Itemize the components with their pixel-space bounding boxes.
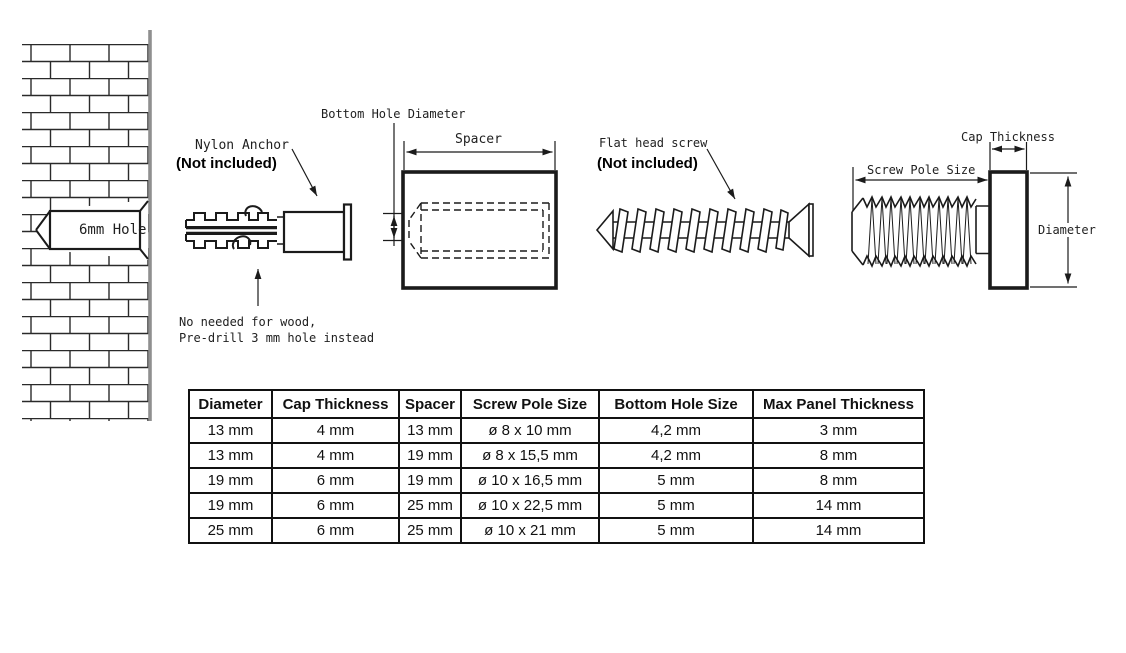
spec-cell: 6 mm: [272, 468, 399, 493]
spec-cell: 4 mm: [272, 418, 399, 443]
col-header-cap-thickness: Cap Thickness: [272, 390, 399, 418]
spec-cell: 5 mm: [599, 518, 753, 543]
spec-cell: ø 10 x 16,5 mm: [461, 468, 599, 493]
cap-thickness-label: Cap Thickness: [961, 130, 1055, 144]
spacer-body: [403, 172, 556, 288]
spec-cell: 25 mm: [399, 518, 461, 543]
screw-threads: [614, 209, 788, 252]
screw-head: [789, 204, 809, 256]
col-header-bottom-hole-size: Bottom Hole Size: [599, 390, 753, 418]
table-row: [189, 443, 924, 468]
anchor-wing-top: [245, 206, 262, 216]
spec-cell: ø 8 x 15,5 mm: [461, 443, 599, 468]
spec-cell: ø 10 x 22,5 mm: [461, 493, 599, 518]
spec-table-header-row: [189, 390, 924, 418]
spec-cell: 6 mm: [272, 493, 399, 518]
flat-head-screw-label: Flat head screw: [599, 136, 708, 150]
spec-cell: ø 10 x 21 mm: [461, 518, 599, 543]
pole-cap: [990, 172, 1027, 288]
spec-cell: 25 mm: [399, 493, 461, 518]
spec-cell: ø 8 x 10 mm: [461, 418, 599, 443]
spec-cell: 25 mm: [189, 518, 272, 543]
table-row: [189, 493, 924, 518]
nylon-anchor-label: Nylon Anchor: [195, 138, 289, 153]
anchor-leader-arrow: [292, 149, 317, 196]
screw-leader-arrow: [707, 149, 735, 199]
spec-cell: 13 mm: [189, 418, 272, 443]
spec-cell: 19 mm: [189, 493, 272, 518]
spec-cell: 4 mm: [272, 443, 399, 468]
anchor-note-line2: Pre-drill 3 mm hole instead: [179, 331, 375, 345]
spec-cell: 19 mm: [399, 443, 461, 468]
spec-cell: 6 mm: [272, 518, 399, 543]
spec-cell: 4,2 mm: [599, 418, 753, 443]
table-row: [189, 518, 924, 543]
anchor-not-included-label: (Not included): [176, 155, 277, 172]
anchor-note-line1: No needed for wood,: [179, 315, 317, 329]
col-header-diameter: Diameter: [189, 390, 272, 418]
spec-cell: 14 mm: [753, 493, 924, 518]
bottom-hole-diameter-label: Bottom Hole Diameter: [321, 107, 466, 121]
wall-hole-label: 6mm Hole: [79, 222, 147, 238]
spec-table: [188, 389, 925, 544]
screw-pole-size-label: Screw Pole Size: [867, 163, 976, 177]
col-header-screw-pole-size: Screw Pole Size: [461, 390, 599, 418]
spec-cell: 19 mm: [399, 468, 461, 493]
spec-cell: 3 mm: [753, 418, 924, 443]
nylon-anchor-drawing: [186, 149, 351, 306]
spec-cell: 19 mm: [189, 468, 272, 493]
spec-cell: 5 mm: [599, 468, 753, 493]
spec-cell: 13 mm: [189, 443, 272, 468]
spec-cell: 8 mm: [753, 468, 924, 493]
diameter-label: Diameter: [1038, 223, 1096, 237]
spec-cell: 5 mm: [599, 493, 753, 518]
col-header-max-panel-thickness: Max Panel Thickness: [753, 390, 924, 418]
spacer-drawing: [383, 123, 556, 288]
screw-not-included-label: (Not included): [597, 155, 698, 172]
spec-cell: 4,2 mm: [599, 443, 753, 468]
table-row: [189, 418, 924, 443]
anchor-insert-flange: [344, 205, 351, 260]
anchor-insert-cylinder: [284, 212, 344, 252]
spec-cell: 8 mm: [753, 443, 924, 468]
col-header-spacer: Spacer: [399, 390, 461, 418]
spec-cell: 14 mm: [753, 518, 924, 543]
table-row: [189, 468, 924, 493]
spec-cell: 13 mm: [399, 418, 461, 443]
spacer-dim-label: Spacer: [455, 132, 502, 147]
